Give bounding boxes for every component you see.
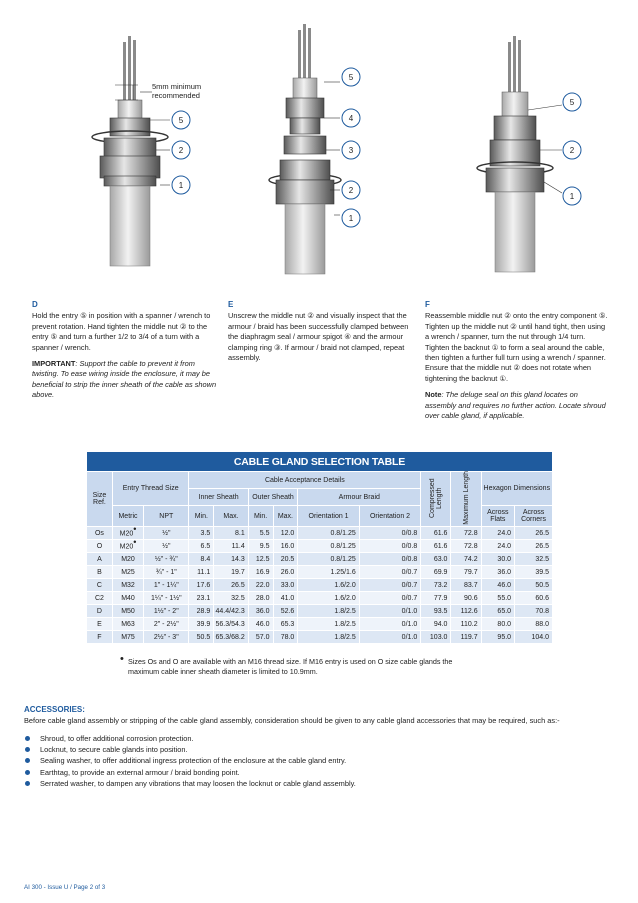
cell-npt: ½" - ¾" bbox=[144, 553, 189, 566]
cell-in-max: 11.4 bbox=[214, 540, 249, 553]
footnote-marker-icon: • bbox=[133, 536, 137, 547]
cell-o1: 1.8/2.5 bbox=[298, 605, 359, 618]
note-label: Note bbox=[425, 390, 442, 400]
cell-in-min: 11.1 bbox=[189, 566, 214, 579]
cell-in-min: 8.4 bbox=[189, 553, 214, 566]
cell-size: E bbox=[87, 618, 113, 631]
step-f-note bbox=[425, 390, 611, 421]
cell-in-min: 39.9 bbox=[189, 618, 214, 631]
cell-out-max: 26.0 bbox=[273, 566, 298, 579]
cell-in-max: 56.3/54.3 bbox=[214, 618, 249, 631]
accessories-intro: Before cable gland assembly or stripping of the cable gland assembly, consideration should be given to any cable gland accessories that may be required, such as:- bbox=[24, 716, 560, 725]
table-title: CABLE GLAND SELECTION TABLE bbox=[87, 452, 553, 472]
cell-out-max: 33.0 bbox=[273, 579, 298, 592]
step-d-important bbox=[32, 359, 222, 401]
header-across-corners: Across Corners bbox=[515, 506, 553, 527]
cell-corners: 26.5 bbox=[515, 527, 553, 540]
header-orientation-2: Orientation 2 bbox=[359, 506, 420, 527]
d-label-5 bbox=[172, 111, 190, 129]
cell-npt: 1½" - 2" bbox=[144, 605, 189, 618]
cell-out-min: 46.0 bbox=[248, 618, 273, 631]
cell-flats: 46.0 bbox=[481, 579, 514, 592]
header-outer-min: Min. bbox=[248, 506, 273, 527]
cell-in-max: 8.1 bbox=[214, 527, 249, 540]
cell-o2: 0/0.7 bbox=[359, 592, 420, 605]
svg-text:1: 1 bbox=[569, 192, 575, 201]
cell-comp: 93.5 bbox=[421, 605, 451, 618]
header-compressed-length: Compressed Length bbox=[421, 472, 451, 527]
cell-out-min: 57.0 bbox=[248, 631, 273, 644]
cell-o2: 0/1.0 bbox=[359, 631, 420, 644]
cell-corners: 60.6 bbox=[515, 592, 553, 605]
cell-o1: 0.8/1.25 bbox=[298, 553, 359, 566]
cell-flats: 55.0 bbox=[481, 592, 514, 605]
gland-e-drawing bbox=[269, 24, 341, 274]
cell-max: 79.7 bbox=[451, 566, 481, 579]
header-outer-max: Max. bbox=[273, 506, 298, 527]
table-row bbox=[87, 527, 553, 540]
step-d-text: Hold the entry ⑤ in position with a spanner / wrench to prevent rotation. Hand tighten the middle nut ② to the entry ⑤ and turn a further 1/2 to 3/4 of a turn with a spanner / wrench. bbox=[32, 311, 211, 352]
step-e bbox=[228, 300, 416, 369]
cell-in-max: 14.3 bbox=[214, 553, 249, 566]
header-orientation-1: Orientation 1 bbox=[298, 506, 359, 527]
cell-out-min: 9.5 bbox=[248, 540, 273, 553]
header-armour-braid: Armour Braid bbox=[298, 489, 421, 506]
cell-in-max: 26.5 bbox=[214, 579, 249, 592]
cell-o1: 0.8/1.25 bbox=[298, 540, 359, 553]
note-text: : The deluge seal on this gland locates on assembly and requires no further action. Locate shroud over cable gland, if applicable. bbox=[425, 390, 606, 421]
e-label-5 bbox=[342, 68, 360, 86]
cell-out-min: 28.0 bbox=[248, 592, 273, 605]
cell-out-max: 52.6 bbox=[273, 605, 298, 618]
cell-in-min: 50.5 bbox=[189, 631, 214, 644]
cell-in-max: 65.3/68.2 bbox=[214, 631, 249, 644]
cell-comp: 94.0 bbox=[421, 618, 451, 631]
cell-in-max: 19.7 bbox=[214, 566, 249, 579]
cell-metric: M25 bbox=[112, 566, 143, 579]
svg-text:1: 1 bbox=[348, 214, 354, 223]
cell-max: 110.2 bbox=[451, 618, 481, 631]
header-size-ref: Size Ref. bbox=[87, 472, 113, 527]
cell-max: 112.6 bbox=[451, 605, 481, 618]
header-inner-max: Max. bbox=[214, 506, 249, 527]
step-f bbox=[425, 300, 611, 427]
e-label-1 bbox=[342, 209, 360, 227]
cell-corners: 39.5 bbox=[515, 566, 553, 579]
cell-flats: 24.0 bbox=[481, 527, 514, 540]
f-label-2 bbox=[563, 141, 581, 159]
cell-metric: M75 bbox=[112, 631, 143, 644]
cell-o1: 1.8/2.5 bbox=[298, 618, 359, 631]
footnote-marker-icon: • bbox=[133, 523, 137, 534]
cell-out-max: 65.3 bbox=[273, 618, 298, 631]
accessories-list bbox=[24, 733, 624, 789]
cell-max: 90.6 bbox=[451, 592, 481, 605]
cell-in-max: 44.4/42.3 bbox=[214, 605, 249, 618]
table-row bbox=[87, 592, 553, 605]
d-label-1 bbox=[172, 176, 190, 194]
page-footer: AI 300 - Issue U / Page 2 of 3 bbox=[24, 884, 106, 891]
svg-text:2: 2 bbox=[178, 146, 184, 155]
cell-metric: M40 bbox=[112, 592, 143, 605]
cell-npt: 2½" - 3" bbox=[144, 631, 189, 644]
cell-o1: 1.6/2.0 bbox=[298, 592, 359, 605]
list-item: Sealing washer, to offer additional ingress protection of the enclosure at the cable gland entry. bbox=[24, 755, 624, 766]
cell-max: 74.2 bbox=[451, 553, 481, 566]
svg-text:5: 5 bbox=[569, 98, 575, 107]
cell-metric: M32 bbox=[112, 579, 143, 592]
cell-in-max: 32.5 bbox=[214, 592, 249, 605]
cell-size: C bbox=[87, 579, 113, 592]
cell-in-min: 6.5 bbox=[189, 540, 214, 553]
cell-metric: M20• bbox=[112, 540, 143, 553]
cable-gland-selection-table bbox=[86, 451, 553, 644]
cell-npt: 1" - 1¼" bbox=[144, 579, 189, 592]
cell-max: 119.7 bbox=[451, 631, 481, 644]
important-text: : Support the cable to prevent it from twisting. To ease wiring inside the enclosure, it may be beneficial to strip the inner sheath of the cable as shown above. bbox=[32, 359, 217, 400]
table-row bbox=[87, 605, 553, 618]
cell-metric: M63 bbox=[112, 618, 143, 631]
header-hexagon: Hexagon Dimensions bbox=[481, 472, 552, 506]
footnote-text: Sizes Os and O are available with an M16 thread size. If M16 entry is used on O size cable glands the maximum cable inner sheath diameter is limited to 10.9mm. bbox=[128, 657, 453, 676]
cell-metric: M20• bbox=[112, 527, 143, 540]
cell-comp: 73.2 bbox=[421, 579, 451, 592]
cell-out-max: 16.0 bbox=[273, 540, 298, 553]
cell-out-min: 16.9 bbox=[248, 566, 273, 579]
gland-f-drawing bbox=[477, 36, 562, 272]
svg-text:2: 2 bbox=[569, 146, 575, 155]
cell-out-min: 22.0 bbox=[248, 579, 273, 592]
cell-o2: 0/0.7 bbox=[359, 579, 420, 592]
cell-npt: ½" bbox=[144, 540, 189, 553]
cell-in-min: 17.6 bbox=[189, 579, 214, 592]
step-d-letter: D bbox=[32, 300, 38, 309]
d-label-2 bbox=[172, 141, 190, 159]
cell-max: 83.7 bbox=[451, 579, 481, 592]
cell-out-max: 41.0 bbox=[273, 592, 298, 605]
table-row bbox=[87, 631, 553, 644]
svg-text:3: 3 bbox=[348, 146, 354, 155]
header-npt: NPT bbox=[144, 506, 189, 527]
cell-flats: 30.0 bbox=[481, 553, 514, 566]
svg-text:4: 4 bbox=[348, 114, 354, 123]
cell-corners: 50.5 bbox=[515, 579, 553, 592]
cell-o2: 0/1.0 bbox=[359, 618, 420, 631]
cell-comp: 69.9 bbox=[421, 566, 451, 579]
cell-flats: 65.0 bbox=[481, 605, 514, 618]
cell-o2: 0/0.7 bbox=[359, 566, 420, 579]
table-row bbox=[87, 618, 553, 631]
header-outer-sheath: Outer Sheath bbox=[248, 489, 298, 506]
cell-in-min: 3.5 bbox=[189, 527, 214, 540]
cell-size: Os bbox=[87, 527, 113, 540]
f-label-1 bbox=[563, 187, 581, 205]
cell-out-min: 12.5 bbox=[248, 553, 273, 566]
accessories-section bbox=[24, 705, 624, 789]
cell-size: D bbox=[87, 605, 113, 618]
svg-text:5: 5 bbox=[348, 73, 354, 82]
table-body bbox=[87, 523, 553, 644]
header-cable-acceptance: Cable Acceptance Details bbox=[189, 472, 421, 489]
cell-corners: 104.0 bbox=[515, 631, 553, 644]
table-row bbox=[87, 540, 553, 553]
svg-text:5: 5 bbox=[178, 116, 184, 125]
cell-flats: 80.0 bbox=[481, 618, 514, 631]
cell-max: 72.8 bbox=[451, 527, 481, 540]
cell-out-min: 5.5 bbox=[248, 527, 273, 540]
cell-max: 72.8 bbox=[451, 540, 481, 553]
table-row bbox=[87, 566, 553, 579]
cell-o1: 1.25/1.6 bbox=[298, 566, 359, 579]
assembly-illustration bbox=[0, 0, 638, 285]
cell-comp: 103.0 bbox=[421, 631, 451, 644]
bullet-icon bbox=[25, 747, 30, 752]
callout-text-1: 5mm minimum bbox=[152, 82, 202, 91]
e-label-3 bbox=[342, 141, 360, 159]
step-f-text: Reassemble middle nut ② onto the entry component ⑤. Tighten up the middle nut ② until hand tight, then using a wrench / spanner, turn the nut through 1/4 turn. Tighten the backnut ① to form a seal around the cable, then tighten a further full turn using a wrench / spanner. Ensure that the middle nut ② does not rotate when tightening the backnut ①. bbox=[425, 311, 608, 383]
cell-in-min: 23.1 bbox=[189, 592, 214, 605]
cell-out-max: 12.0 bbox=[273, 527, 298, 540]
cell-o1: 1.6/2.0 bbox=[298, 579, 359, 592]
cell-size: O bbox=[87, 540, 113, 553]
cell-out-max: 78.0 bbox=[273, 631, 298, 644]
cell-in-min: 28.9 bbox=[189, 605, 214, 618]
cell-out-min: 36.0 bbox=[248, 605, 273, 618]
svg-text:1: 1 bbox=[178, 181, 184, 190]
bullet-icon bbox=[25, 781, 30, 786]
header-entry-thread: Entry Thread Size bbox=[112, 472, 189, 506]
cell-corners: 26.5 bbox=[515, 540, 553, 553]
table-row bbox=[87, 579, 553, 592]
cell-comp: 63.0 bbox=[421, 553, 451, 566]
header-inner-min: Min. bbox=[189, 506, 214, 527]
cell-o1: 0.8/1.25 bbox=[298, 527, 359, 540]
step-d bbox=[32, 300, 222, 407]
cell-comp: 77.9 bbox=[421, 592, 451, 605]
list-item: Shroud, to offer additional corrosion protection. bbox=[24, 733, 624, 744]
header-metric: Metric bbox=[112, 506, 143, 527]
e-label-4 bbox=[342, 109, 360, 127]
cell-metric: M20 bbox=[112, 553, 143, 566]
cell-flats: 95.0 bbox=[481, 631, 514, 644]
bullet-icon bbox=[25, 770, 30, 775]
cell-npt: 2" - 2½" bbox=[144, 618, 189, 631]
cell-npt: 1¼" - 1½" bbox=[144, 592, 189, 605]
header-across-flats: Across Flats bbox=[481, 506, 514, 527]
list-item: Locknut, to secure cable glands into position. bbox=[24, 744, 624, 755]
callout-text-2: recommended bbox=[152, 91, 200, 100]
e-label-2 bbox=[342, 181, 360, 199]
table-footnote bbox=[120, 653, 458, 677]
footnote-bullet-icon: • bbox=[120, 653, 124, 665]
header-inner-sheath: Inner Sheath bbox=[189, 489, 248, 506]
cell-corners: 70.8 bbox=[515, 605, 553, 618]
table-row bbox=[87, 553, 553, 566]
gland-d-drawing bbox=[92, 36, 170, 266]
important-label: IMPORTANT bbox=[32, 359, 76, 369]
header-maximum-length: Maximum Length bbox=[451, 472, 481, 527]
cell-size: C2 bbox=[87, 592, 113, 605]
cell-o2: 0/1.0 bbox=[359, 605, 420, 618]
cell-size: A bbox=[87, 553, 113, 566]
cell-npt: ¾" - 1" bbox=[144, 566, 189, 579]
cell-metric: M50 bbox=[112, 605, 143, 618]
svg-text:2: 2 bbox=[348, 186, 354, 195]
cell-corners: 32.5 bbox=[515, 553, 553, 566]
cell-flats: 24.0 bbox=[481, 540, 514, 553]
cell-npt: ½" bbox=[144, 527, 189, 540]
cell-o1: 1.8/2.5 bbox=[298, 631, 359, 644]
list-item: Serrated washer, to dampen any vibrations that may loosen the locknut or cable gland assembly. bbox=[24, 778, 624, 789]
cell-size: B bbox=[87, 566, 113, 579]
accessories-heading: ACCESSORIES: bbox=[24, 705, 85, 714]
f-label-5 bbox=[563, 93, 581, 111]
cell-corners: 88.0 bbox=[515, 618, 553, 631]
cell-flats: 36.0 bbox=[481, 566, 514, 579]
step-f-letter: F bbox=[425, 300, 430, 309]
cell-size: F bbox=[87, 631, 113, 644]
cell-out-max: 20.5 bbox=[273, 553, 298, 566]
cell-o2: 0/0.8 bbox=[359, 540, 420, 553]
cell-o2: 0/0.8 bbox=[359, 527, 420, 540]
bullet-icon bbox=[25, 758, 30, 763]
cell-comp: 61.6 bbox=[421, 540, 451, 553]
bullet-icon bbox=[25, 736, 30, 741]
step-e-letter: E bbox=[228, 300, 234, 309]
list-item: Earthtag, to provide an external armour / braid bonding point. bbox=[24, 767, 624, 778]
cell-comp: 61.6 bbox=[421, 527, 451, 540]
cell-o2: 0/0.8 bbox=[359, 553, 420, 566]
step-e-text: Unscrew the middle nut ② and visually inspect that the armour / braid has been successfully clamped between the diaphragm seal / armour spigot ④ and the armour clamping ring ③. If armour / braid not clamped, repeat assembly. bbox=[228, 311, 409, 363]
